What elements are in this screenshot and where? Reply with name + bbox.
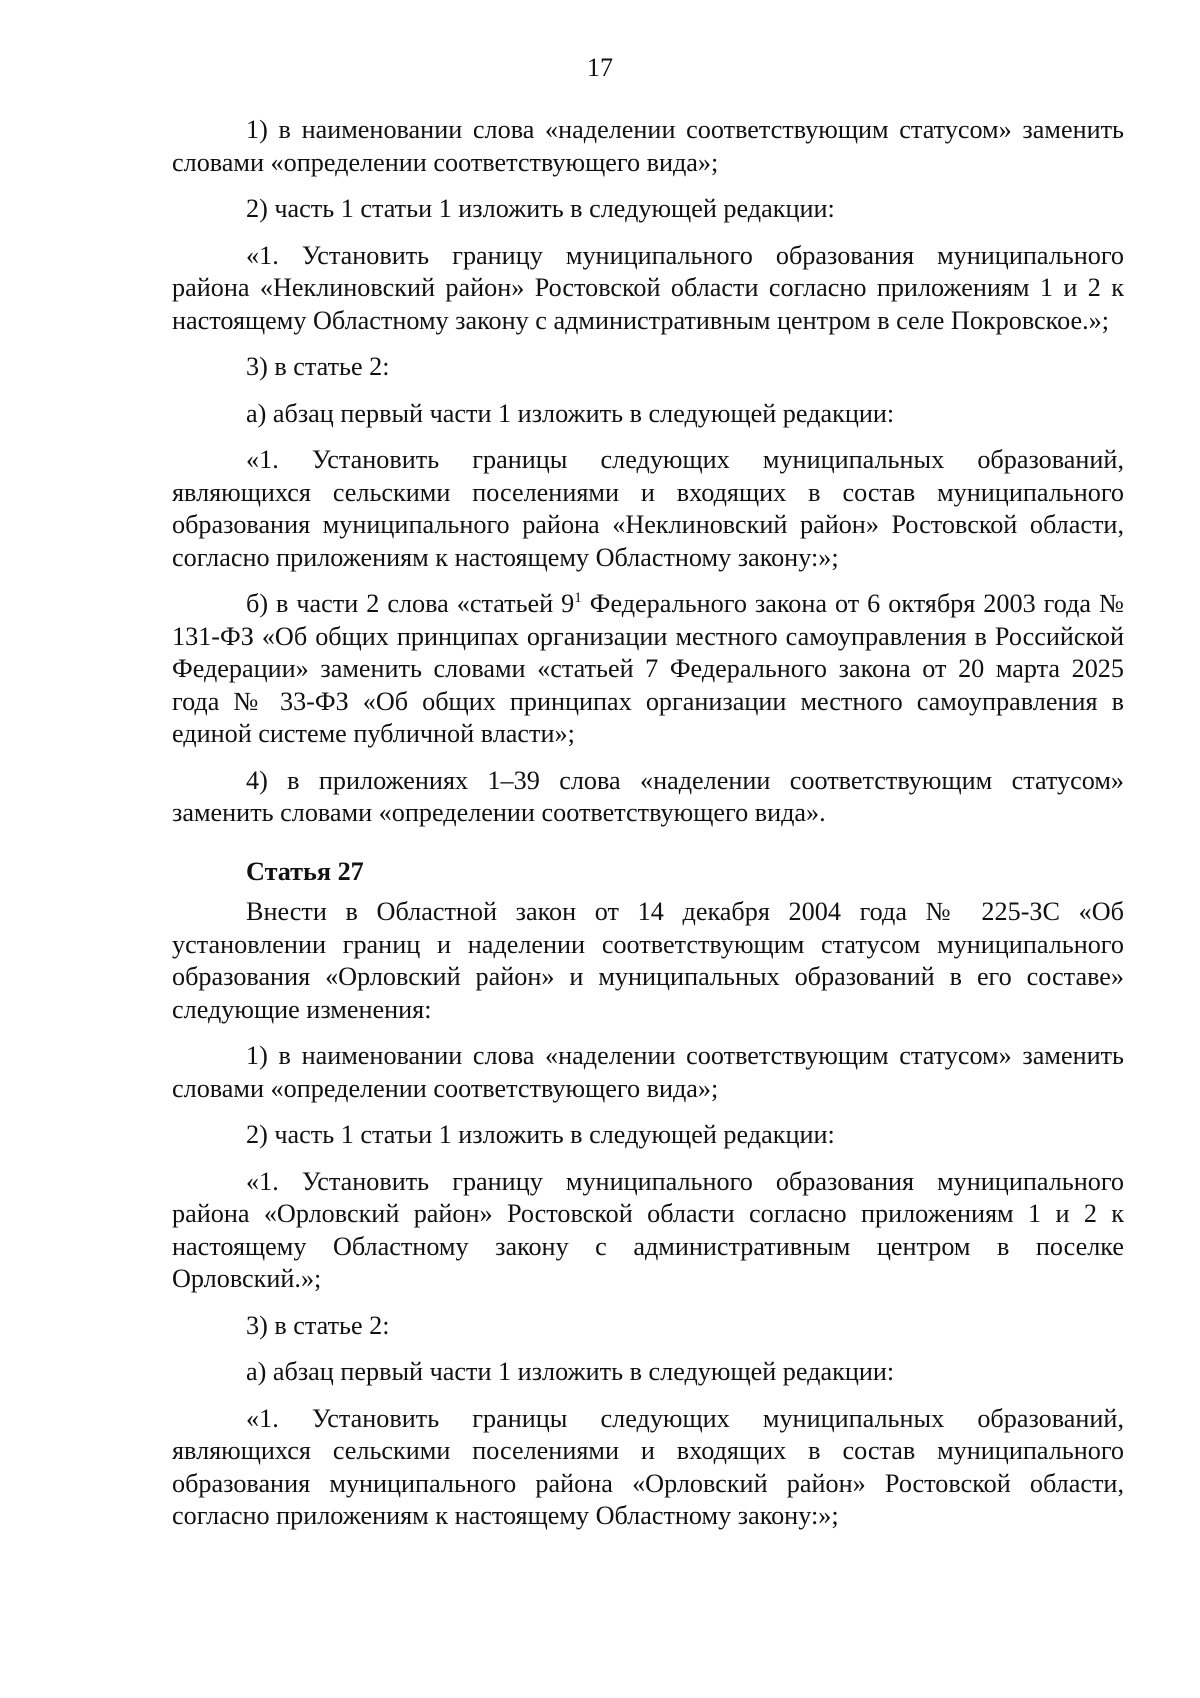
article-paragraph-quoted-boundary: «1. Установить границу муниципального образования муниципального района «Орловский район» Ростовской области согласно приложениям 1 и 2 к настоящему Областному закону с административным центром в поселке Орловский.»; <box>172 1166 1124 1293</box>
article-paragraph-amend-part1: 2) часть 1 статьи 1 изложить в следующей редакции: <box>246 1120 835 1149</box>
paragraph-quoted-settlements: «1. Установить границы следующих муниципальных образований, являющихся сельскими поселениями и входящих в состав муниципального образования муниципального района «Неклиновский район» Ростовской области, согласно приложениям к настоящему Областному закону:»; <box>172 445 1124 572</box>
article-paragraph-quoted-settlements: «1. Установить границы следующих муниципальных образований, являющихся сельскими поселениями и входящих в состав муниципального образования муниципального района «Орловский район» Ростовской области, согласно приложениям к настоящему Областному закону:»; <box>172 1403 1124 1530</box>
article-heading: Статья 27 <box>246 856 364 886</box>
superscript-mark: 1 <box>574 590 582 606</box>
document-body <box>172 114 1124 1547</box>
subitem-b-text-end: Федерального закона от 6 октября 2003 года № 131-ФЗ «Об общих принципах организации местного самоуправления в Российской Федерации» заменить словами «статьей 7 Федерального закона от 20 марта 2025 года № 33-ФЗ «Об общих принципах организации местного самоуправления в единой системе публичной власти»; <box>172 589 1124 748</box>
page-number: 17 <box>587 53 613 82</box>
article-paragraph-amend-name: 1) в наименовании слова «наделении соответствующим статусом» заменить словами «определении соответствующего вида»; <box>172 1041 1124 1103</box>
article-paragraph-subitem-a: а) абзац первый части 1 изложить в следующей редакции: <box>246 1357 895 1386</box>
paragraph-article2: 3) в статье 2: <box>246 352 390 381</box>
article-paragraph-article2: 3) в статье 2: <box>246 1310 390 1340</box>
subitem-b-text-start: б) в части 2 слова «статьей 9 <box>246 589 575 618</box>
paragraph-amend-name: 1) в наименовании слова «наделении соответствующим статусом» заменить словами «определении соответствующего вида»; <box>172 115 1124 177</box>
paragraph-appendices: 4) в приложениях 1–39 слова «наделении соответствующим статусом» заменить словами «определении соответствующего вида». <box>172 765 1124 827</box>
paragraph-subitem-b <box>172 588 1124 751</box>
paragraph-quoted-boundary: «1. Установить границу муниципального образования муниципального района «Неклиновский район» Ростовской области согласно приложениям 1 и 2 к настоящему Областному закону с административным центром в селе Покровское.»; <box>172 240 1124 335</box>
paragraph-subitem-a: а) абзац первый части 1 изложить в следующей редакции: <box>246 398 895 428</box>
article-intro: Внести в Областной закон от 14 декабря 2004 года № 225-ЗС «Об установлении границ и наделении соответствующим статусом муниципального образования «Орловский район» и муниципальных образований в его составе» следующие изменения: <box>172 897 1124 1024</box>
paragraph-amend-part1: 2) часть 1 статьи 1 изложить в следующей редакции: <box>246 194 835 223</box>
